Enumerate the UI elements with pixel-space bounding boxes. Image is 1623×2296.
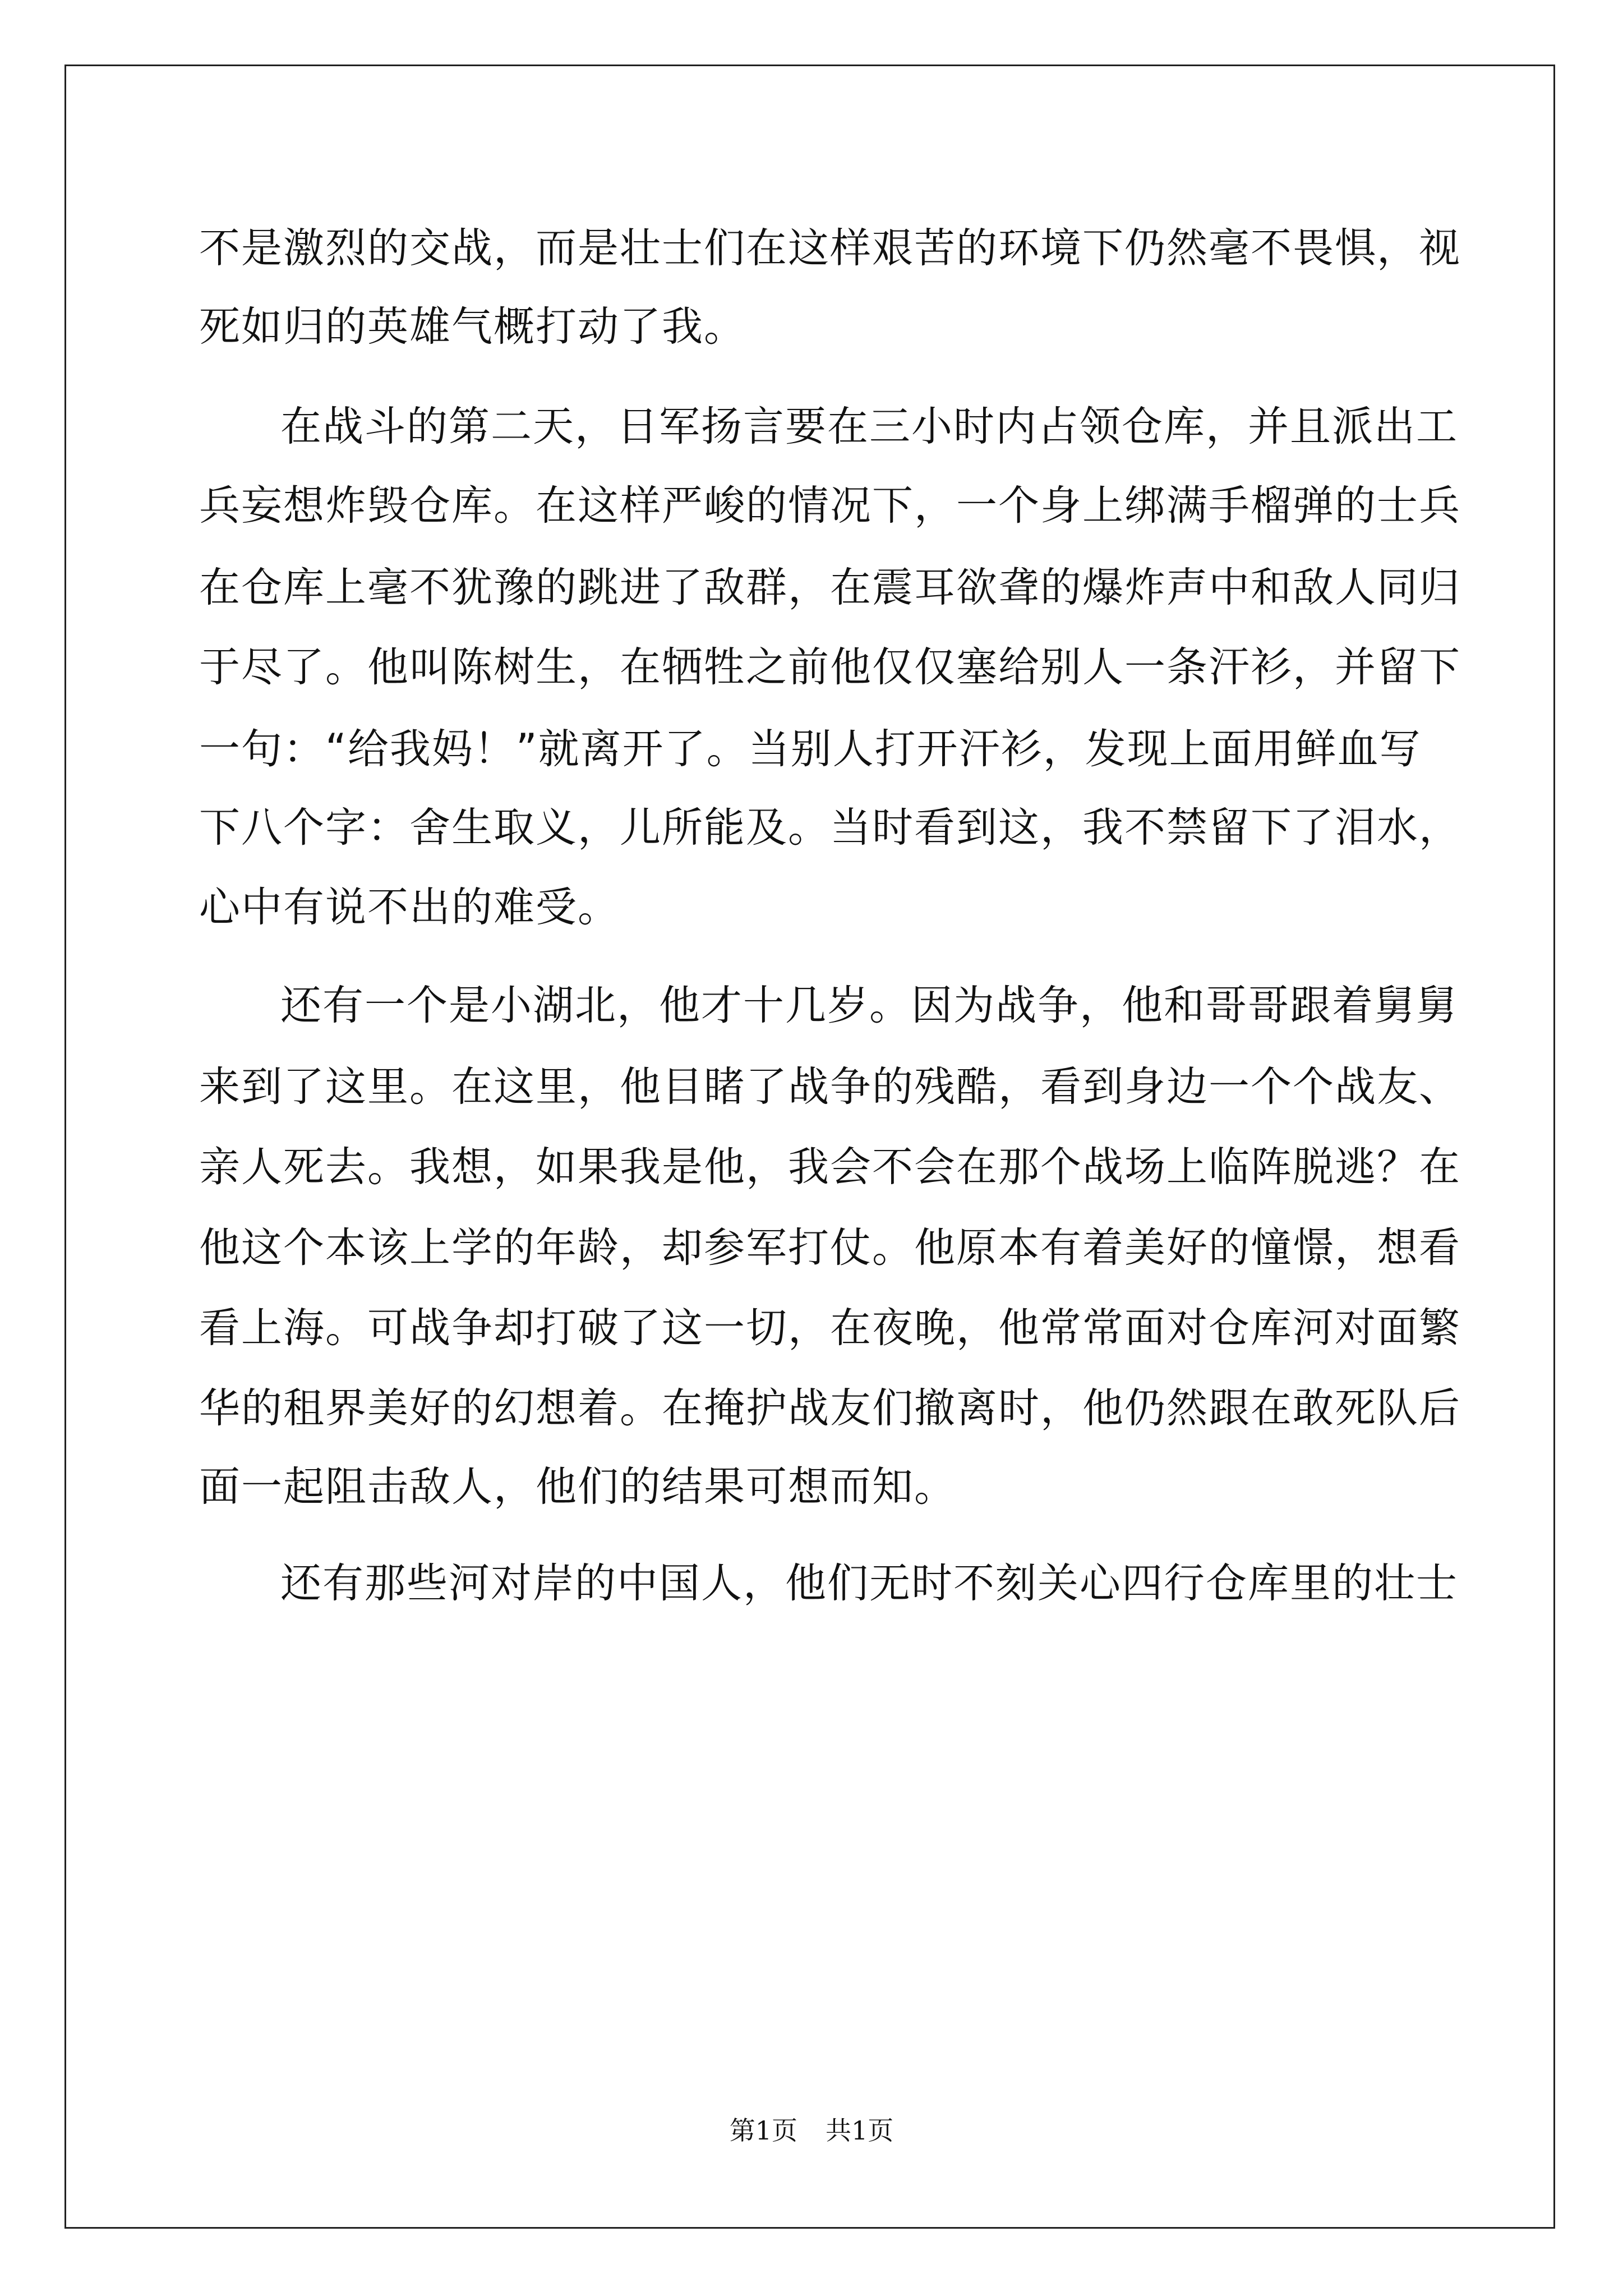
text-line: 来到了这里。在这里，他目睹了战争的残酷，看到身边一个个战友、 [199, 1063, 1461, 1111]
text-line: 心中有说不出的难受。 [199, 884, 620, 931]
page-footer [0, 2114, 1623, 2147]
text-line: 亲人死去。我想，如果我是他，我会不会在那个战场上临阵脱逃？在 [199, 1143, 1461, 1191]
paragraph-first-line: 还有那些河对岸的中国人，他们无时不刻关心四行仓库里的壮士 [280, 1559, 1458, 1607]
text-line: 一句：“给我妈！”就离开了。当别人打开汗衫，发现上面用鲜血写 [199, 725, 1422, 773]
text-line: 死如归的英雄气概打动了我。 [199, 303, 746, 351]
text-line: 他这个本该上学的年龄，却参军打仗。他原本有着美好的憧憬，想看 [199, 1224, 1461, 1272]
page-total: 共1页 [826, 2115, 894, 2146]
text-line: 兵妄想炸毁仓库。在这样严峻的情况下，一个身上绑满手榴弹的士兵 [199, 482, 1461, 530]
text-line: 看上海。可战争却打破了这一切，在夜晚，他常常面对仓库河对面繁 [199, 1304, 1461, 1352]
text-line: 于尽了。他叫陈树生，在牺牲之前他仅仅塞给别人一条汗衫，并留下 [199, 643, 1461, 691]
text-line: 在仓库上毫不犹豫的跳进了敌群，在震耳欲聋的爆炸声中和敌人同归 [199, 564, 1461, 611]
text-line: 不是激烈的交战，而是壮士们在这样艰苦的环境下仍然毫不畏惧，视 [199, 224, 1461, 272]
paragraph-first-line: 在战斗的第二天，日军扬言要在三小时内占领仓库，并且派出工 [280, 403, 1458, 450]
text-line: 华的租界美好的幻想着。在掩护战友们撤离时，他仍然跟在敢死队后 [199, 1384, 1461, 1432]
text-line: 面一起阻击敌人，他们的结果可想而知。 [199, 1463, 956, 1511]
page-number: 第1页 [729, 2115, 797, 2146]
paragraph-first-line: 还有一个是小湖北，他才十几岁。因为战争，他和哥哥跟着舅舅 [280, 982, 1458, 1029]
text-line: 下八个字：舍生取义，儿所能及。当时看到这，我不禁留下了泪水， [199, 804, 1461, 852]
